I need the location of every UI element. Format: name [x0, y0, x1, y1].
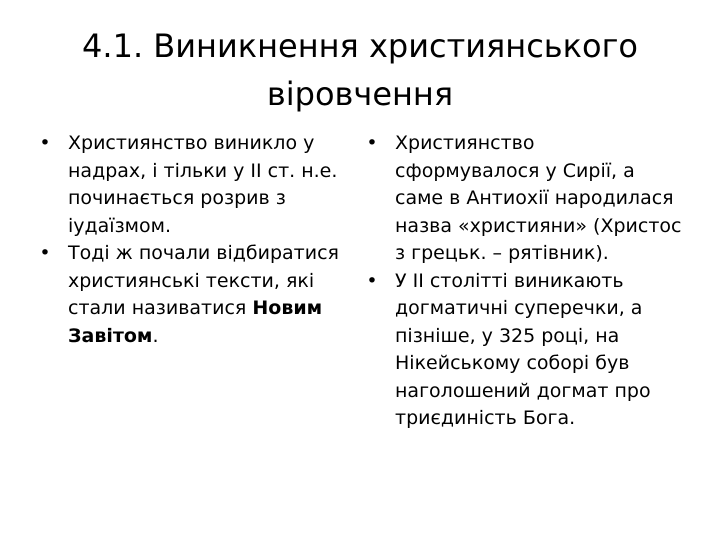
bullet-icon: •	[39, 242, 51, 264]
right-bullet-list	[363, 130, 683, 433]
slide-title-line-1: 4.1. Виникнення християнського	[82, 27, 638, 65]
left-bullet-item	[36, 130, 352, 240]
left-bullet-item	[36, 240, 352, 350]
slide-title	[40, 22, 680, 118]
right-bullet-item	[363, 130, 683, 268]
bullet-icon: •	[39, 132, 51, 154]
right-bullet-item	[363, 268, 683, 433]
right-item-2-text: У ІІ столітті виникають догматичні суперечки, а пізніше, у 325 році, на Нікейському соборі був наголошений догмат про триєдиність Бога.	[395, 269, 651, 429]
left-item-2-bold: Новим Завітом	[68, 297, 323, 347]
left-item-1-text: Християнство виникло у надрах, і тільки у ІІ ст. н.е. починається розрив з іудаїзмом.	[68, 132, 338, 237]
bullet-icon: •	[366, 269, 378, 292]
slide-title-line-2: віровчення	[266, 75, 454, 113]
left-bullet-list	[36, 130, 352, 350]
right-column	[363, 130, 683, 433]
left-item-2-text: Тоді ж почали відбиратися християнські тексти, які стали називатися	[68, 242, 339, 319]
left-item-2-end: .	[152, 324, 159, 347]
bullet-icon: •	[366, 132, 378, 154]
right-item-1-text: Християнство сформувалося у Сирії, а саме в Антиохії народилася назва «християни» (Христос з грецьк. – рятівник).	[395, 132, 682, 264]
left-column	[36, 130, 352, 350]
